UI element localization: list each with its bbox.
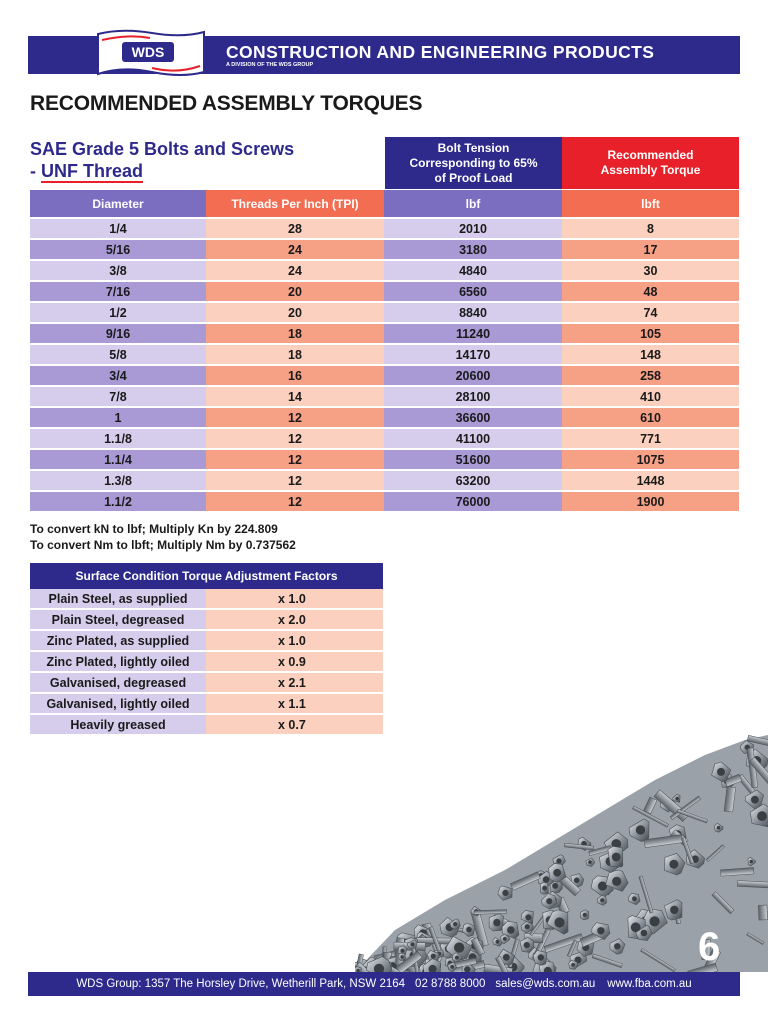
nut-hole: [411, 942, 415, 946]
lbf-cell: 51600: [384, 449, 562, 470]
surface-row: [30, 693, 383, 714]
nut-hole: [612, 853, 621, 862]
nut-hole: [583, 913, 587, 917]
footer-phone: 02 8788 8000: [415, 978, 486, 990]
nut-hole: [552, 883, 558, 889]
surface-condition-cell: Galvanised, lightly oiled: [30, 693, 206, 714]
nut-hole: [453, 922, 457, 926]
nut-hole: [543, 876, 550, 883]
surface-condition-cell: Galvanised, degreased: [30, 672, 206, 693]
nut-hole: [401, 949, 405, 953]
conversion-note-kn: To convert kN to lbf; Multiply Kn by 224.809: [30, 522, 278, 536]
nut-hole: [431, 954, 436, 959]
footer: [28, 972, 740, 996]
lbf-cell: 11240: [384, 323, 562, 344]
nut-hole: [538, 954, 544, 960]
surface-row: [30, 630, 383, 651]
tpi-cell: 12: [206, 407, 384, 428]
tpi-cell: 18: [206, 344, 384, 365]
tpi-cell: 12: [206, 491, 384, 512]
lbf-cell: 2010: [384, 219, 562, 239]
table-row: [30, 281, 739, 302]
nut-hole: [525, 924, 530, 929]
torque-group-header: [562, 137, 739, 189]
lbf-cell: 36600: [384, 407, 562, 428]
surface-factor-cell: x 0.7: [206, 714, 383, 735]
tension-group-header-text: Bolt Tension Corresponding to 65% of Proof Load: [409, 140, 538, 185]
nut-hole: [641, 930, 648, 937]
surface-factor-cell: x 2.1: [206, 672, 383, 693]
section-title: [30, 138, 294, 182]
tpi-cell: 20: [206, 281, 384, 302]
nut-hole: [450, 965, 454, 969]
diameter-cell: 9/16: [30, 323, 206, 344]
logo-text: WDS: [131, 44, 165, 60]
diameter-cell: 1.1/4: [30, 449, 206, 470]
lbf-cell: 8840: [384, 302, 562, 323]
table-row: [30, 344, 739, 365]
tpi-cell: 12: [206, 449, 384, 470]
footer-address: WDS Group: 1357 The Horsley Drive, Wetherill Park, NSW 2164: [76, 978, 406, 990]
nut-hole: [455, 956, 459, 960]
lbf-cell: 3180: [384, 239, 562, 260]
torque-table: [30, 219, 739, 513]
diameter-cell: 1.1/2: [30, 491, 206, 512]
table-row: [30, 260, 739, 281]
nut-hole: [750, 860, 753, 863]
lbft-cell: 30: [562, 260, 739, 281]
surface-factor-cell: x 1.0: [206, 630, 383, 651]
nut-hole: [636, 825, 645, 834]
lbft-cell: 48: [562, 281, 739, 302]
torque-table-body: [30, 219, 739, 512]
nut-hole: [546, 898, 552, 904]
nut-hole: [571, 963, 575, 967]
diameter-cell: 7/16: [30, 281, 206, 302]
lbf-cell: 20600: [384, 365, 562, 386]
tpi-cell: 16: [206, 365, 384, 386]
tpi-cell: 18: [206, 323, 384, 344]
surface-condition-cell: Zinc Plated, as supplied: [30, 630, 206, 651]
tpi-cell: 12: [206, 428, 384, 449]
conversion-note-nm: To convert Nm to lbft; Multiply Nm by 0.737562: [30, 538, 296, 552]
lbft-cell: 148: [562, 344, 739, 365]
bolt-shape: [758, 905, 767, 920]
surface-row: [30, 651, 383, 672]
nut-hole: [600, 898, 604, 902]
nut-hole: [507, 926, 515, 934]
surface-factor-cell: x 1.0: [206, 589, 383, 609]
column-header-lbf: lbf: [384, 190, 562, 217]
column-header-tpi: Threads Per Inch (TPI): [206, 190, 384, 217]
nut-hole: [757, 811, 767, 821]
surface-condition-cell: Plain Steel, degreased: [30, 609, 206, 630]
table-row: [30, 302, 739, 323]
lbf-cell: 28100: [384, 386, 562, 407]
nut-hole: [553, 869, 561, 877]
nut-hole: [524, 942, 530, 948]
table-row: [30, 407, 739, 428]
diameter-cell: 3/4: [30, 365, 206, 386]
lbft-cell: 74: [562, 302, 739, 323]
lbft-cell: 1448: [562, 470, 739, 491]
page-title: RECOMMENDED ASSEMBLY TORQUES: [30, 92, 423, 115]
lbf-cell: 41100: [384, 428, 562, 449]
header-subtitle: A DIVISION OF THE WDS GROUP: [226, 62, 314, 68]
diameter-cell: 1/4: [30, 219, 206, 239]
nut-hole: [597, 927, 604, 934]
wds-logo: [92, 28, 210, 80]
lbft-cell: 17: [562, 239, 739, 260]
nut-hole: [612, 877, 621, 886]
table-row: [30, 491, 739, 512]
table-row: [30, 323, 739, 344]
nut-hole: [588, 860, 592, 864]
diameter-cell: 5/16: [30, 239, 206, 260]
lbf-cell: 76000: [384, 491, 562, 512]
lbft-cell: 410: [562, 386, 739, 407]
lbf-cell: 4840: [384, 260, 562, 281]
lbf-cell: 14170: [384, 344, 562, 365]
diameter-cell: 7/8: [30, 386, 206, 407]
lbf-cell: 63200: [384, 470, 562, 491]
table-row: [30, 470, 739, 491]
nut-hole: [493, 919, 500, 926]
lbft-cell: 258: [562, 365, 739, 386]
lbft-cell: 105: [562, 323, 739, 344]
column-header-lbft: lbft: [562, 190, 739, 217]
nut-hole: [503, 954, 510, 961]
header-title: CONSTRUCTION AND ENGINEERING PRODUCTS: [226, 42, 655, 62]
surface-row: [30, 609, 383, 630]
nut-hole: [675, 797, 678, 800]
page-number: 6: [698, 925, 721, 969]
torque-group-header-text: Recommended Assembly Torque: [600, 148, 701, 177]
lbf-cell: 6560: [384, 281, 562, 302]
tpi-cell: 28: [206, 219, 384, 239]
table-row: [30, 386, 739, 407]
lbft-cell: 771: [562, 428, 739, 449]
tpi-cell: 24: [206, 239, 384, 260]
lbft-cell: 8: [562, 219, 739, 239]
surface-table: [30, 589, 383, 736]
table-row: [30, 219, 739, 239]
nut-hole: [751, 796, 759, 804]
column-header-diameter: Diameter: [30, 190, 206, 217]
surface-factor-cell: x 1.1: [206, 693, 383, 714]
nut-hole: [650, 916, 660, 926]
section-title-underlined: UNF Thread: [41, 161, 144, 181]
surface-factor-cell: x 0.9: [206, 651, 383, 672]
footer-email[interactable]: sales@wds.com.au: [495, 978, 596, 990]
tpi-cell: 24: [206, 260, 384, 281]
surface-row: [30, 714, 383, 735]
surface-factor-cell: x 2.0: [206, 609, 383, 630]
nut-hole: [496, 940, 500, 944]
tpi-cell: 20: [206, 302, 384, 323]
diameter-cell: 3/8: [30, 260, 206, 281]
surface-table-body: [30, 589, 383, 735]
table-row: [30, 428, 739, 449]
lbft-cell: 610: [562, 407, 739, 428]
nut-hole: [542, 886, 547, 891]
diameter-cell: 1.3/8: [30, 470, 206, 491]
nut-hole: [598, 882, 607, 891]
table-row: [30, 365, 739, 386]
nut-hole: [554, 917, 564, 927]
surface-table-header: Surface Condition Torque Adjustment Factors: [30, 563, 383, 589]
nut-hole: [466, 927, 472, 933]
diameter-cell: 1.1/8: [30, 428, 206, 449]
surface-row: [30, 589, 383, 609]
surface-condition-cell: Plain Steel, as supplied: [30, 589, 206, 609]
nut-hole: [454, 942, 464, 952]
lbft-cell: 1075: [562, 449, 739, 470]
diameter-cell: 5/8: [30, 344, 206, 365]
tpi-cell: 12: [206, 470, 384, 491]
nut-hole: [614, 943, 620, 949]
nut-hole: [717, 768, 725, 776]
section-title-prefix: -: [30, 161, 41, 181]
surface-condition-cell: Zinc Plated, lightly oiled: [30, 651, 206, 672]
surface-row: [30, 672, 383, 693]
nut-hole: [670, 906, 678, 914]
tpi-cell: 14: [206, 386, 384, 407]
footer-website[interactable]: www.fba.com.au: [607, 978, 692, 990]
nut-hole: [632, 896, 637, 901]
nut-hole: [525, 914, 531, 920]
nut-hole: [401, 955, 404, 958]
tension-group-header: [385, 137, 562, 189]
diameter-cell: 1/2: [30, 302, 206, 323]
table-row: [30, 239, 739, 260]
section-title-line1: SAE Grade 5 Bolts and Screws: [30, 139, 295, 159]
nut-hole: [574, 878, 580, 884]
nut-hole: [717, 826, 721, 830]
nut-hole: [502, 890, 508, 896]
nut-hole: [669, 860, 678, 869]
nut-hole: [503, 937, 507, 941]
diameter-cell: 1: [30, 407, 206, 428]
lbft-cell: 1900: [562, 491, 739, 512]
section-title-line2: [30, 160, 294, 182]
surface-condition-cell: Heavily greased: [30, 714, 206, 735]
table-row: [30, 449, 739, 470]
